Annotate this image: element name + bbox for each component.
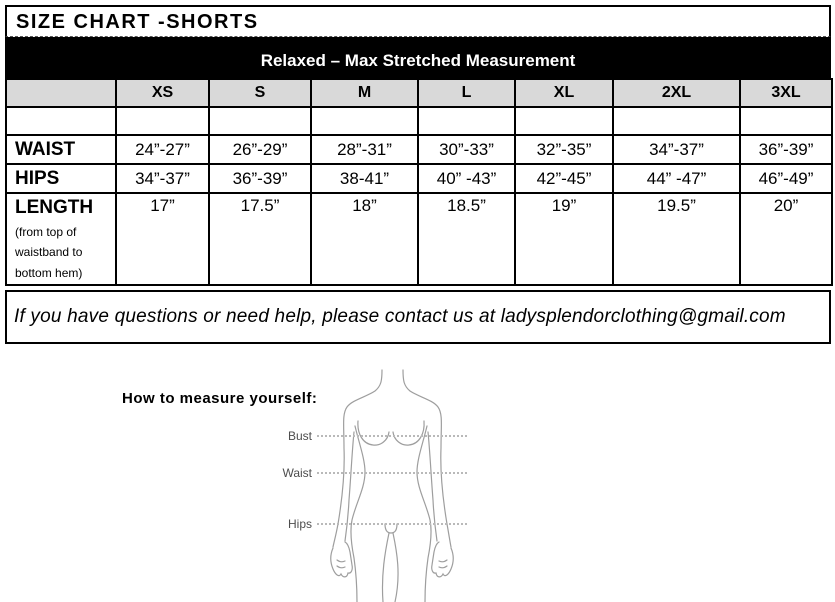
waist-value-m: 28”-31” xyxy=(311,135,418,164)
waist-value-3xl: 36”-39” xyxy=(740,135,832,164)
figure-right-inner-leg xyxy=(393,533,398,602)
row-label-length xyxy=(6,193,116,285)
length-value-3xl: 20” xyxy=(740,193,832,285)
size-chart-sheet xyxy=(5,5,831,344)
figure-crotch xyxy=(385,524,397,533)
figure-left-hand xyxy=(331,542,353,577)
length-value-l: 18.5” xyxy=(418,193,515,285)
hips-measure-line xyxy=(317,523,467,525)
figure-left-inner-leg xyxy=(382,533,389,602)
waist-measure-line xyxy=(317,472,467,474)
length-row xyxy=(6,193,832,285)
figure-left-bust xyxy=(358,421,389,445)
size-table xyxy=(5,78,833,286)
waist-value-2xl: 34”-37” xyxy=(613,135,740,164)
length-value-2xl: 19.5” xyxy=(613,193,740,285)
empty-cell xyxy=(6,107,116,135)
hips-value-2xl: 44” -47” xyxy=(613,164,740,193)
hips-value-xs: 34”-37” xyxy=(116,164,209,193)
size-col-header-xs: XS xyxy=(116,79,209,107)
figure-right-bust xyxy=(393,421,424,445)
waist-value-xs: 24”-27” xyxy=(116,135,209,164)
empty-cell xyxy=(613,107,740,135)
measure-guide-heading: How to measure yourself: xyxy=(122,390,318,407)
length-label-text: LENGTH xyxy=(15,197,94,218)
waist-value-s: 26”-29” xyxy=(209,135,311,164)
hips-value-xl: 42”-45” xyxy=(515,164,613,193)
length-value-m: 18” xyxy=(311,193,418,285)
waist-label: Waist xyxy=(282,466,312,480)
figure-left-outline xyxy=(333,370,382,547)
hips-value-s: 36”-39” xyxy=(209,164,311,193)
figure-left-torso xyxy=(351,426,365,602)
empty-cell xyxy=(740,107,832,135)
length-value-s: 17.5” xyxy=(209,193,311,285)
hips-row xyxy=(6,164,832,193)
size-col-header-l: L xyxy=(418,79,515,107)
empty-cell xyxy=(209,107,311,135)
empty-cell xyxy=(116,107,209,135)
size-col-header-2xl: 2XL xyxy=(613,79,740,107)
hips-label: Hips xyxy=(287,517,312,531)
bust-measure-line xyxy=(317,435,467,437)
length-value-xl: 19” xyxy=(515,193,613,285)
length-label-note: (from top of waistband to bottom hem) xyxy=(15,225,83,280)
figure-left-hand-lines xyxy=(337,560,345,568)
hips-value-l: 40” -43” xyxy=(418,164,515,193)
page-title: SIZE CHART -SHORTS xyxy=(5,5,831,37)
size-col-header-xl: XL xyxy=(515,79,613,107)
corner-cell xyxy=(6,79,116,107)
size-col-header-s: S xyxy=(209,79,311,107)
waist-value-l: 30”-33” xyxy=(418,135,515,164)
size-header-row xyxy=(6,79,832,107)
table-banner: Relaxed – Max Stretched Measurement xyxy=(5,37,831,78)
size-col-header-m: M xyxy=(311,79,418,107)
figure-right-torso xyxy=(417,426,431,602)
figure-right-hand-lines xyxy=(439,560,447,568)
figure-right-outline xyxy=(403,370,451,547)
empty-cell xyxy=(515,107,613,135)
size-col-header-3xl: 3XL xyxy=(740,79,832,107)
waist-row xyxy=(6,135,832,164)
empty-cell xyxy=(311,107,418,135)
figure-right-hand xyxy=(432,542,454,577)
hips-value-m: 38-41” xyxy=(311,164,418,193)
spacer-row xyxy=(6,107,832,135)
row-label-waist: WAIST xyxy=(6,135,116,164)
waist-value-xl: 32”-35” xyxy=(515,135,613,164)
bust-label: Bust xyxy=(287,429,312,443)
hips-value-3xl: 46”-49” xyxy=(740,164,832,193)
empty-cell xyxy=(418,107,515,135)
contact-note: If you have questions or need help, please contact us at ladysplendorclothing@gmail.com xyxy=(5,290,831,344)
length-value-xs: 17” xyxy=(116,193,209,285)
row-label-hips: HIPS xyxy=(6,164,116,193)
